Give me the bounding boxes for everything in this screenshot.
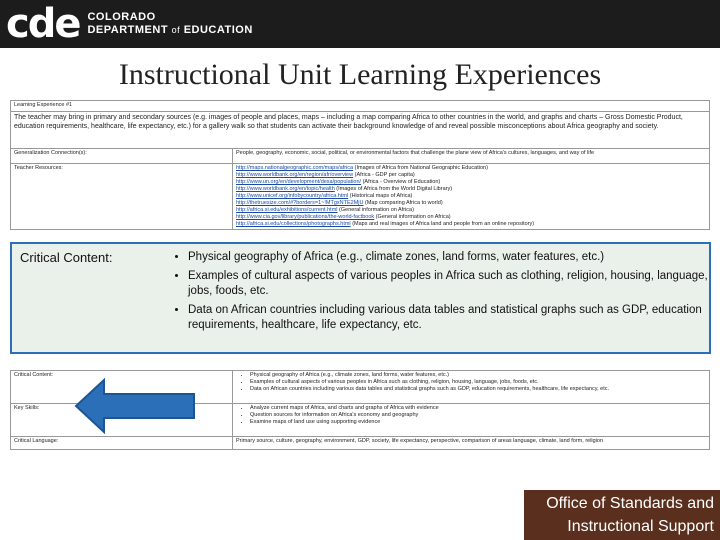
resource-desc: (General information on Africa) (339, 207, 414, 213)
resource-desc: (Africa - Overview of Education) (362, 179, 441, 185)
logo-line-2-of: of (171, 25, 181, 35)
critical-content-callout (10, 242, 711, 354)
callout-item: • Data on African countries including various data tables and statistical graphs such as GDP, education requirements, healthcare, life expectancy, etc. (188, 303, 720, 333)
resource-item (236, 165, 706, 172)
resource-item (236, 221, 706, 228)
key-skills-item: • Analyze current maps of Africa, and charts and graphs of Africa with evidence (250, 405, 706, 412)
resource-link[interactable]: http://thetruesize.com/#?borders=1~!MTgxNTE2MjU (236, 200, 364, 206)
key-skills-item: • Examine maps of land use using supporting evidence (250, 419, 706, 426)
resource-link[interactable]: http://www.cia.gov/library/publications/the-world-factbook (236, 214, 375, 220)
resource-link[interactable]: http://www.worldbank.org/en/region/afr/overview (236, 172, 354, 178)
key-skills-list (236, 405, 706, 426)
callout-label: Critical Content: (20, 250, 113, 265)
critical-content-item: • Examples of cultural aspects of various peoples in Africa such as clothing, religion, housing, language, jobs, foods, etc. (250, 379, 706, 386)
resource-desc: (General information on Africa) (375, 214, 451, 220)
generalization-label: Generalization Connection(s): (11, 149, 233, 164)
critical-content-item: • Data on African countries including various data tables and statistical graphs such as GDP, education requirements, healthcare, life expectancy, etc. (250, 386, 706, 393)
logo-line-2 (87, 24, 252, 37)
learning-experience-label: Learning Experience #1 (11, 101, 710, 112)
office-footer-badge (524, 490, 720, 540)
resource-link[interactable]: http://www.worldbank.org/en/topic/health (236, 186, 335, 192)
resource-link[interactable]: http://africa.si.edu/collections/photographs.html (236, 221, 351, 227)
callout-item: • Examples of cultural aspects of various peoples in Africa such as clothing, religion, housing, language, jobs, foods, etc. (188, 269, 720, 299)
le-label-row (11, 101, 710, 112)
resource-item (236, 207, 706, 214)
resource-desc: (Images of Africa from the World Digital Library) (336, 186, 453, 192)
cde-logo (6, 1, 253, 47)
generalization-text: People, geography, economic, social, political, or environmental factors that challenge the plane view of Africa's cultures, languages, and way of life (233, 149, 710, 164)
resources-label: Teacher Resources: (11, 164, 233, 230)
resource-item (236, 214, 706, 221)
page-title: Instructional Unit Learning Experiences (118, 58, 602, 91)
critical-content-cell (233, 371, 710, 404)
critical-content-item: • Physical geography of Africa (e.g., climate zones, land forms, water features, etc.) (250, 372, 706, 379)
resource-desc: (Images of Africa from National Geographic Education) (354, 165, 488, 171)
resource-desc: (Maps and real images of Africa land and people from an online repository) (352, 221, 535, 227)
left-arrow-icon (74, 378, 198, 434)
key-skills-label: Key Skills: (11, 404, 233, 437)
resource-link[interactable]: http://www.un.org/en/development/desa/population/ (236, 179, 362, 185)
resource-desc: (Map comparing Africa to world) (365, 200, 443, 206)
logo-mark: cde (6, 1, 80, 47)
logo-text (87, 11, 252, 37)
header-band (0, 0, 720, 48)
logo-line-2-start: DEPARTMENT (87, 24, 169, 36)
footer-line-1: Office of Standards and (546, 495, 714, 512)
key-skills-item: • Question sources for information on Africa's economy and geography (250, 412, 706, 419)
resources-list (233, 164, 710, 230)
callout-item: • Physical geography of Africa (e.g., climate zones, land forms, water features, etc.) (188, 250, 720, 265)
resource-link[interactable]: http://maps.nationalgeographic.com/maps/africa (236, 165, 354, 171)
generalization-row (11, 149, 710, 164)
resource-item (236, 186, 706, 193)
resource-item (236, 200, 706, 207)
resource-link[interactable]: http://www.unicef.org/infobycountry/africa.html (236, 193, 349, 199)
critical-language-row (11, 437, 710, 450)
resources-row (11, 164, 710, 230)
resource-desc: (Historical maps of Africa) (349, 193, 413, 199)
critical-language-text: Primary source, culture, geography, environment, GDP, society, life expectancy, perspective, comparison of areas language, climate, land form, religion (233, 437, 710, 450)
logo-line-2-end: EDUCATION (183, 24, 253, 36)
critical-content-list (236, 372, 706, 393)
resource-desc: (Africa - GDP per capita) (354, 172, 415, 178)
header-divider (0, 48, 720, 50)
resource-item (236, 193, 706, 200)
critical-content-label: Critical Content: (11, 371, 233, 404)
footer-line-2: Instructional Support (567, 518, 714, 535)
resource-link[interactable]: http://africa.si.edu/exhibitions/current.html (236, 207, 338, 213)
logo-line-1: COLORADO (87, 11, 156, 23)
key-skills-cell (233, 404, 710, 437)
critical-language-label: Critical Language: (11, 437, 233, 450)
le-text-row (11, 112, 710, 149)
resource-item (236, 172, 706, 179)
callout-list (164, 250, 720, 337)
resource-item (236, 179, 706, 186)
learning-experience-text: The teacher may bring in primary and secondary sources (e.g. images of people and places, maps – including a map comparing Africa to other countries in the world, and graphs and charts – Gross Domestic Product, education requirements, healthcare, life expectancy, etc.) for a gallery walk so that students can activate their background knowledge of and reveal possible misconceptions about Africa geography and society. (11, 112, 710, 149)
